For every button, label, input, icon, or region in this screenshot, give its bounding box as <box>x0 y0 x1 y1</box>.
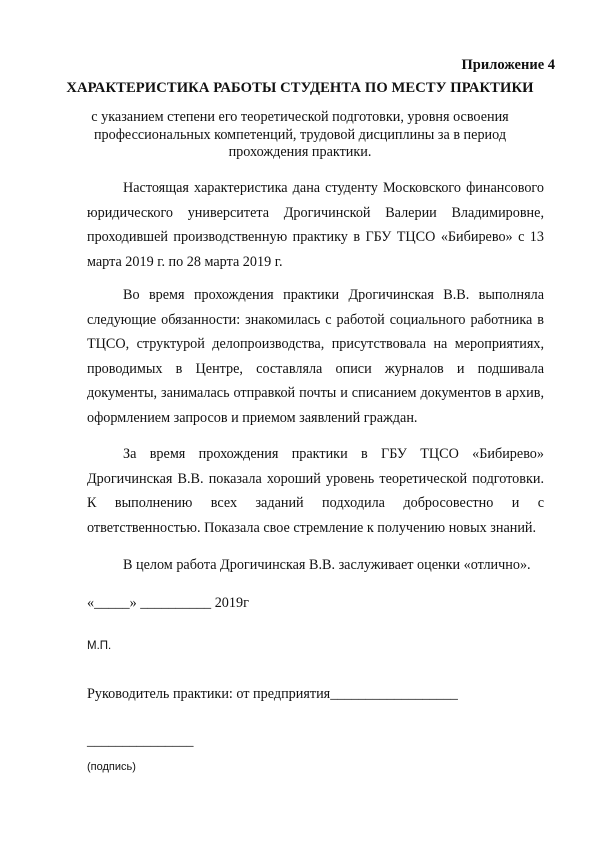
date-line: «_____» __________ 2019г <box>87 595 249 611</box>
paragraph-conclusion: В целом работа Дрогичинская В.В. заслуживает оценки «отлично». <box>123 557 531 573</box>
document-subtitle: с указанием степени его теоретической подготовки, уровня освоения профессиональных компетенций, трудовой дисциплины за в период прохождения практики. <box>91 109 509 160</box>
paragraph-duties: Во время прохождения практики Дрогичинская В.В. выполняла следующие обязанности: знакомилась с работой социального работника в ТЦСО, структурой делопроизводства, присутствовала на мероприятиях, проводимых в Центре, составляла описи журналов и подшивала документы, занималась отправкой почты и списанием документов в архив, оформлением запросов и приемом заявлений граждан. <box>87 287 544 426</box>
signature-line: _______________ <box>87 733 194 749</box>
stamp-place-label: М.П. <box>87 640 112 652</box>
document-title: ХАРАКТЕРИСТИКА РАБОТЫ СТУДЕНТА ПО МЕСТУ ПРАКТИКИ <box>66 80 534 96</box>
appendix-label: Приложение 4 <box>461 57 555 73</box>
supervisor-line: Руководитель практики: от предприятия__________________ <box>87 686 458 702</box>
paragraph-assessment: За время прохождения практики в ГБУ ТЦСО «Бибирево» Дрогичинская В.В. показала хороший уровень теоретической подготовки. К выполнению всех заданий подходила добросовестно и с ответственностью. Показала свое стремление к получению новых знаний. <box>87 446 544 536</box>
paragraph-intro: Настоящая характеристика дана студенту Московского финансового юридического университета Дрогичинской Валерии Владимировне, проходившей производственную практику в ГБУ ТЦСО «Бибирево» с 13 марта 2019 г. по 28 марта 2019 г. <box>87 180 544 270</box>
signature-caption: (подпись) <box>87 761 136 773</box>
